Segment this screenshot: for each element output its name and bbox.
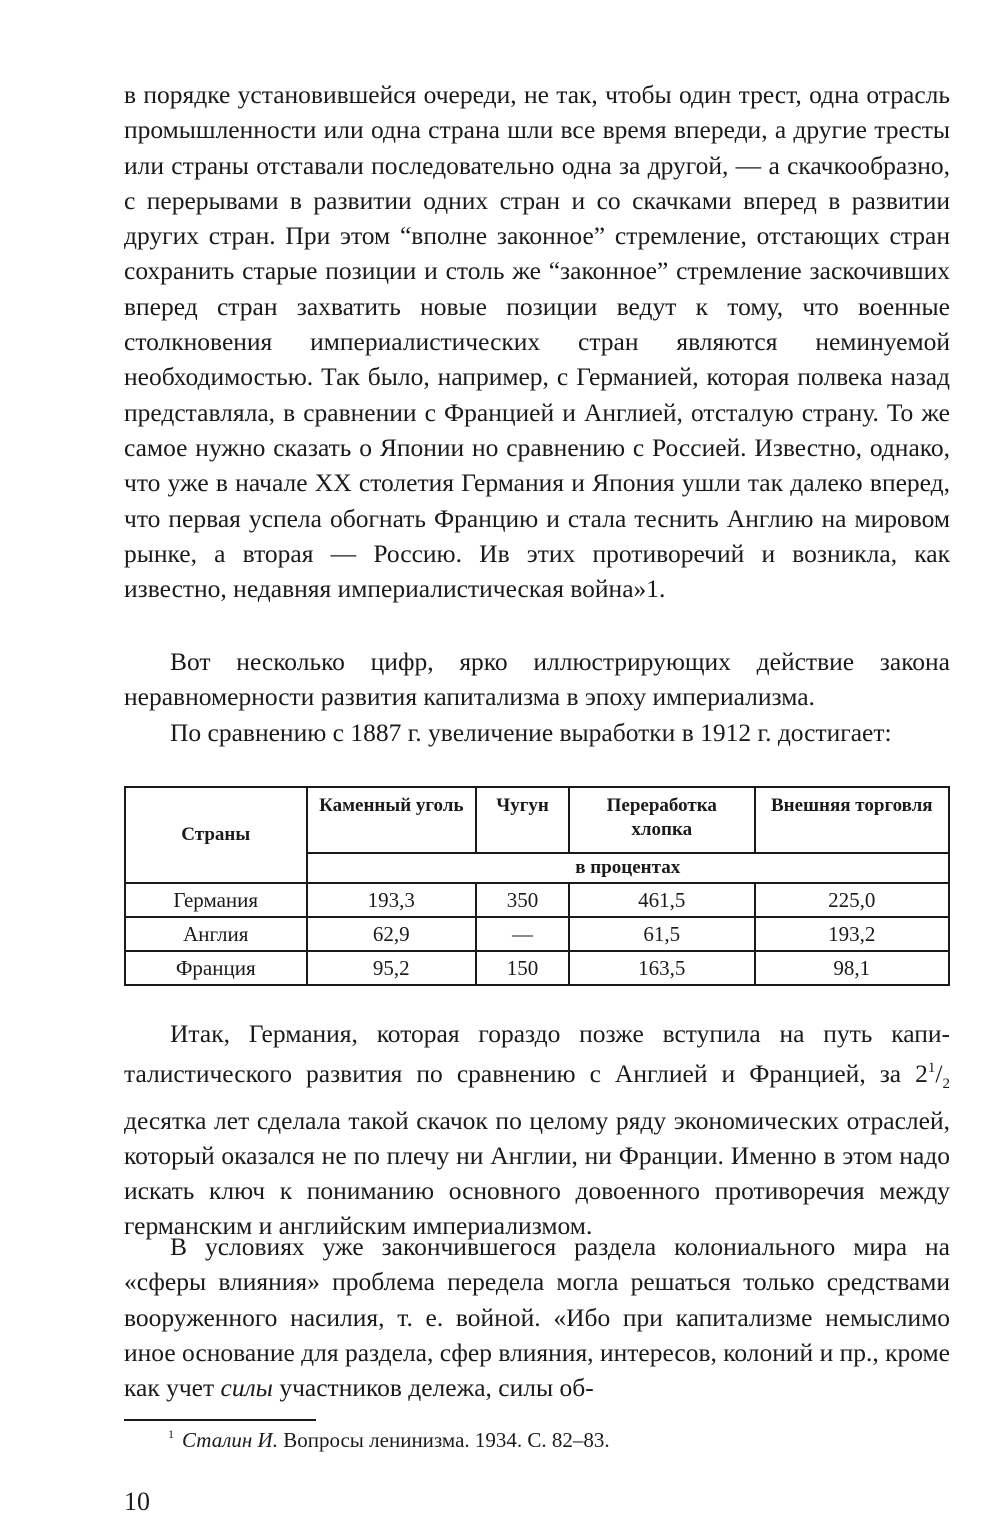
header-countries: Страны [125, 787, 307, 883]
production-growth-table [124, 786, 950, 986]
paragraph-germany-leap [124, 1016, 950, 1244]
cell-country: Германия [125, 883, 307, 917]
cell-iron: — [476, 917, 569, 951]
fraction-denominator: 2 [942, 1076, 950, 1093]
paragraph-table-caption [124, 715, 950, 750]
header-unit: в процентах [307, 853, 950, 883]
cell-coal: 95,2 [307, 951, 477, 985]
footnote [168, 1427, 610, 1453]
cell-cotton: 61,5 [569, 917, 755, 951]
table-header-row [125, 787, 949, 853]
header-cotton: Переработка хлопка [569, 787, 755, 853]
header-iron: Чугун [476, 787, 569, 853]
paragraph-text-end: десятка лет сделала такой скачок по целому ряду экономических отраслей, который оказался не по плечу ни Англии, ни Франции. Именно в этом надо искать ключ к пониманию основного довоенного противоречия между германским и английским империализмом. [124, 1105, 950, 1241]
paragraph-text: Вот несколько цифр, ярко иллюстрирующих действие закона неравномерности развития капитализма в эпоху империализма. [124, 647, 950, 712]
paragraph-figures-intro [124, 644, 950, 715]
footnote-author: Сталин И. [182, 1428, 278, 1452]
paragraph-continued [124, 77, 950, 606]
header-trade: Внешняя торговля [755, 787, 949, 853]
table-row [125, 883, 949, 917]
fraction-numerator: 1 [927, 1060, 936, 1077]
cell-trade: 193,2 [755, 917, 949, 951]
footnote-marker: 1 [168, 1427, 174, 1441]
cell-cotton: 163,5 [569, 951, 755, 985]
header-coal: Каменный уголь [307, 787, 477, 853]
cell-trade: 225,0 [755, 883, 949, 917]
paragraph-text-end: участников дележа, силы об- [272, 1373, 594, 1403]
footnote-text: Вопросы ленинизма. 1934. С. 82–83. [277, 1428, 610, 1452]
cell-trade: 98,1 [755, 951, 949, 985]
paragraph-text [124, 1229, 950, 1405]
paragraph-text: По сравнению с 1887 г. увеличение выработки в 1912 г. достигает: [170, 718, 892, 747]
cell-coal: 193,3 [307, 883, 477, 917]
cell-coal: 62,9 [307, 917, 477, 951]
paragraph-redivision [124, 1229, 950, 1405]
emphasis-word: силы [220, 1373, 273, 1403]
page-number: 10 [124, 1487, 150, 1516]
paragraph-text: в порядке установившейся очереди, не так, чтобы один трест, одна отрасль промышленности или одна страна шли все время впереди, а другие тресты или страны отставали последовательно одна за другой, — а скачкообразно, с перерывами в развитии одних стран и со скачками вперед в развитии других стран. При этом “вполне законное” стремление, отстающих стран сохранить старые позиции и столь же “законное” стремление заскочивших вперед стран захватить новые позиции ведут к тому, что военные столкновения империалистических стран являются неминуемой необходимостью. Так было, например, с Германией, которая полвека назад представляла, в сравнении с Францией и Англией, отсталую страну. То же самое нужно сказать о Японии но сравнению с Россией. Известно, однако, что уже в начале XX столетия Германия и Япония ушли так далеко вперед, что первая успела обогнать Францию и стала теснить Англию на мировом рынке, а вторая — Россию. Ив этих противоречий и возникла, как известно, недавняя империалистическая война»1. [124, 80, 950, 604]
fraction-slash: / [935, 1059, 943, 1089]
paragraph-text-start: Итак, Германия, которая гораздо позже вступила на путь капиталистического развития по сравнению с Англией и Францией, за 2 [124, 1019, 950, 1089]
cell-country: Франция [125, 951, 307, 985]
cell-iron: 150 [476, 951, 569, 985]
cell-cotton: 461,5 [569, 883, 755, 917]
paragraph-text-start: В условиях уже закончившегося раздела колониального мира на «сферы влияния» проблема передела могла решаться только средствами вооруженного насилия, т. е. войной. «Ибо при капитализме немыслимо иное основание для раздела, сфер влияния, интересов, колоний и пр., кроме как учет [124, 1232, 950, 1403]
footnote-divider [124, 1419, 316, 1421]
cell-country: Англия [125, 917, 307, 951]
cell-iron: 350 [476, 883, 569, 917]
paragraph-text [124, 1016, 950, 1244]
table-row [125, 951, 949, 985]
table-row [125, 917, 949, 951]
